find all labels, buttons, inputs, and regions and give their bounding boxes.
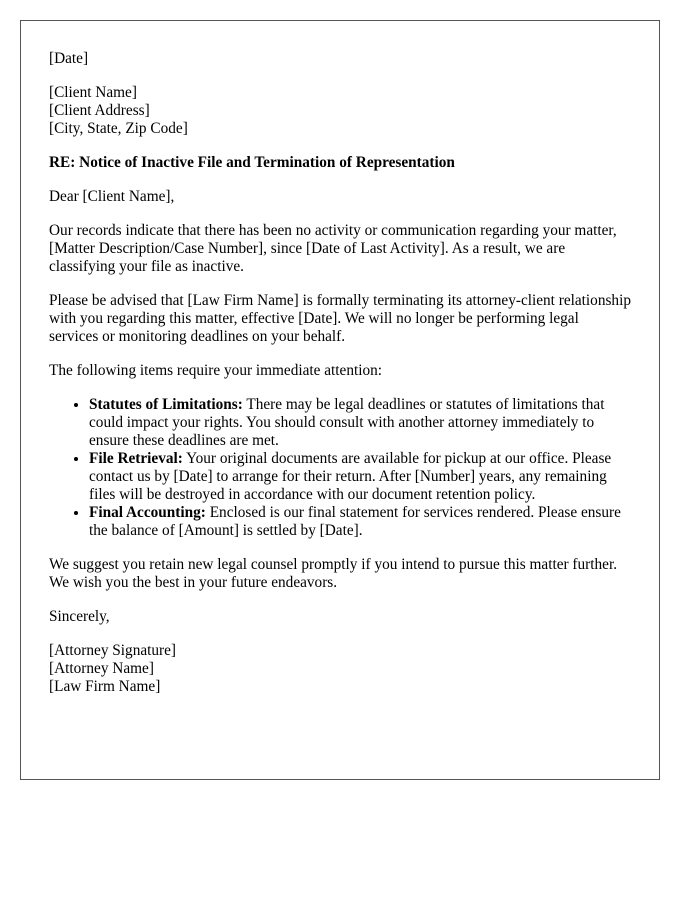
attorney-name: [Attorney Name] [49,660,154,677]
recipient-address: [Client Address] [49,102,150,119]
salutation: Dear [Client Name], [49,188,175,205]
signature-block [49,642,631,696]
attorney-signature: [Attorney Signature] [49,642,177,659]
subject-line: RE: Notice of Inactive File and Termination of Representation [49,154,455,171]
item-text: There may be legal deadlines or statutes of limitations that could impact your rights. You should consult with another attorney immediately to ensure these deadlines are met. [89,396,605,449]
item-text: Enclosed is our final statement for services rendered. Please ensure the balance of [Amount] is settled by [Date]. [89,504,621,539]
paragraph-termination: Please be advised that [Law Firm Name] is formally terminating its attorney-client relationship with you regarding this matter, effective [Date]. We will no longer be performing legal services or monitoring deadlines on your behalf. [49,292,631,345]
item-lead: Statutes of Limitations: [89,396,243,413]
letter-date [49,50,631,68]
paragraph-attention: The following items require your immediate attention: [49,362,383,379]
item-lead: File Retrieval: [89,450,183,467]
law-firm-name: [Law Firm Name] [49,678,161,695]
item-lead: Final Accounting: [89,504,206,521]
list-item-final-accounting [89,504,631,540]
recipient-city: [City, State, Zip Code] [49,120,188,137]
date-text: [Date] [49,50,89,67]
attention-items-list [49,396,631,540]
item-text: Your original documents are available for pickup at our office. Please contact us by [Date] to arrange for their return. After [Number] years, any remaining files will be destroyed in accordance with our document retention policy. [89,450,612,503]
list-item-statutes [89,396,631,450]
letter-page [20,20,660,780]
closing: Sincerely, [49,608,110,625]
paragraph-inactive-file: Our records indicate that there has been no activity or communication regarding your matter, [Matter Description/Case Number], since [Date of Last Activity]. As a result, we are classifying your file as inactive. [49,222,617,275]
recipient-name: [Client Name] [49,84,137,101]
recipient-address-block [49,84,631,138]
list-item-file-retrieval [89,450,631,504]
closing-paragraph: We suggest you retain new legal counsel promptly if you intend to pursue this matter further. We wish you the best in your future endeavors. [49,556,618,591]
